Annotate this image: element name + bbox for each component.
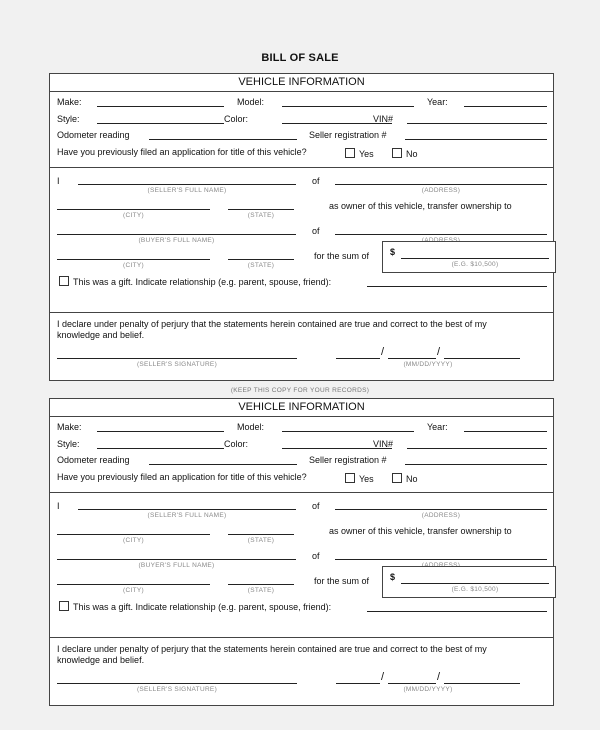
transfer-ownership-text: as owner of this vehicle, transfer ownership to <box>329 201 512 211</box>
seller-address-field[interactable] <box>335 509 547 510</box>
seller-registration-label: Seller registration # <box>309 130 387 140</box>
gift-checkbox[interactable] <box>59 276 69 286</box>
transfer-section <box>50 168 553 313</box>
of-label: of <box>312 176 320 186</box>
declaration-line-2: knowledge and belief. <box>57 655 145 665</box>
buyer-state-caption: (STATE) <box>247 587 275 594</box>
seller-signature-field[interactable] <box>57 683 297 684</box>
buyer-name-caption: (BUYER'S FULL NAME) <box>138 562 215 569</box>
buyer-of-label: of <box>312 551 320 561</box>
vehicle-info-section <box>50 417 553 493</box>
style-field[interactable] <box>97 123 224 124</box>
gift-relationship-field[interactable] <box>367 286 547 287</box>
year-field[interactable] <box>464 431 547 432</box>
declaration-section <box>50 313 553 380</box>
vin-field[interactable] <box>407 123 547 124</box>
date-year-field[interactable] <box>444 683 520 684</box>
vin-label: VIN# <box>373 439 394 449</box>
model-label: Model: <box>237 97 265 107</box>
i-label: I <box>57 501 60 511</box>
buyer-city-caption: (CITY) <box>123 262 144 269</box>
date-day-field[interactable] <box>388 358 436 359</box>
sum-label: for the sum of <box>314 576 370 586</box>
year-label: Year: <box>427 97 448 107</box>
seller-address-field[interactable] <box>335 184 547 185</box>
yes-label: Yes <box>359 149 374 159</box>
date-slash-1: / <box>381 346 385 358</box>
year-label: Year: <box>427 422 448 432</box>
buyer-state-caption: (STATE) <box>247 262 275 269</box>
transfer-ownership-text: as owner of this vehicle, transfer ownership to <box>329 526 512 536</box>
vehicle-info-heading: VEHICLE INFORMATION <box>50 399 553 417</box>
style-label: Style: <box>57 114 80 124</box>
buyer-city-caption: (CITY) <box>123 587 144 594</box>
buyer-name-field[interactable] <box>57 559 296 560</box>
no-checkbox[interactable] <box>392 473 402 483</box>
gift-checkbox[interactable] <box>59 601 69 611</box>
date-format-caption: (MM/DD/YYYY) <box>403 686 453 693</box>
transfer-section <box>50 493 553 638</box>
style-label: Style: <box>57 439 80 449</box>
date-month-field[interactable] <box>336 683 380 684</box>
seller-name-field[interactable] <box>78 184 296 185</box>
sum-box <box>382 241 556 273</box>
date-day-field[interactable] <box>388 683 436 684</box>
seller-name-field[interactable] <box>78 509 296 510</box>
cut-label-wrap <box>0 379 600 397</box>
buyer-state-field[interactable] <box>228 584 294 585</box>
dollar-sign: $ <box>390 572 396 582</box>
color-label: Color: <box>224 439 249 449</box>
gift-label: This was a gift. Indicate relationship (e.g. parent, spouse, friend): <box>73 602 332 612</box>
no-label: No <box>406 474 418 484</box>
seller-state-field[interactable] <box>228 209 294 210</box>
sum-field[interactable] <box>401 258 549 259</box>
date-month-field[interactable] <box>336 358 380 359</box>
seller-registration-field[interactable] <box>405 464 547 465</box>
buyer-city-field[interactable] <box>57 584 210 585</box>
date-slash-2: / <box>437 671 441 683</box>
sum-example-caption: (E.G. $10,500) <box>451 261 499 268</box>
sum-example-caption: (E.G. $10,500) <box>451 586 499 593</box>
make-field[interactable] <box>97 106 224 107</box>
declaration-line-1: I declare under penalty of perjury that the statements herein contained are true and correct to the best of my <box>57 319 487 329</box>
seller-address-caption: (ADDRESS) <box>421 187 461 194</box>
seller-city-field[interactable] <box>57 534 210 535</box>
yes-label: Yes <box>359 474 374 484</box>
vin-field[interactable] <box>407 448 547 449</box>
buyer-of-label: of <box>312 226 320 236</box>
model-field[interactable] <box>282 431 414 432</box>
buyer-name-caption: (BUYER'S FULL NAME) <box>138 237 215 244</box>
seller-signature-caption: (SELLER'S SIGNATURE) <box>136 361 218 368</box>
gift-label: This was a gift. Indicate relationship (e.g. parent, spouse, friend): <box>73 277 332 287</box>
seller-signature-caption: (SELLER'S SIGNATURE) <box>136 686 218 693</box>
seller-name-caption: (SELLER'S FULL NAME) <box>147 187 227 194</box>
date-format-caption: (MM/DD/YYYY) <box>403 361 453 368</box>
odometer-label: Odometer reading <box>57 455 130 465</box>
previously-filed-question: Have you previously filed an application for title of this vehicle? <box>57 147 307 157</box>
model-label: Model: <box>237 422 265 432</box>
buyer-state-field[interactable] <box>228 259 294 260</box>
seller-signature-field[interactable] <box>57 358 297 359</box>
yes-checkbox[interactable] <box>345 473 355 483</box>
seller-address-caption: (ADDRESS) <box>421 512 461 519</box>
date-slash-1: / <box>381 671 385 683</box>
seller-registration-field[interactable] <box>405 139 547 140</box>
date-slash-2: / <box>437 346 441 358</box>
no-checkbox[interactable] <box>392 148 402 158</box>
i-label: I <box>57 176 60 186</box>
buyer-name-field[interactable] <box>57 234 296 235</box>
sum-field[interactable] <box>401 583 549 584</box>
vehicle-info-heading: VEHICLE INFORMATION <box>50 74 553 92</box>
previously-filed-question: Have you previously filed an application for title of this vehicle? <box>57 472 307 482</box>
seller-state-field[interactable] <box>228 534 294 535</box>
bill-of-sale-form <box>49 398 554 706</box>
color-label: Color: <box>224 114 249 124</box>
date-year-field[interactable] <box>444 358 520 359</box>
buyer-city-field[interactable] <box>57 259 210 260</box>
make-label: Make: <box>57 97 82 107</box>
page-title: BILL OF SALE <box>261 52 339 64</box>
sum-box <box>382 566 556 598</box>
seller-city-field[interactable] <box>57 209 210 210</box>
seller-name-caption: (SELLER'S FULL NAME) <box>147 512 227 519</box>
seller-city-caption: (CITY) <box>123 212 144 219</box>
declaration-line-2: knowledge and belief. <box>57 330 145 340</box>
vehicle-info-section <box>50 92 553 168</box>
bill-of-sale-form <box>49 73 554 381</box>
odometer-field[interactable] <box>149 464 297 465</box>
declaration-line-1: I declare under penalty of perjury that the statements herein contained are true and correct to the best of my <box>57 644 487 654</box>
sum-label: for the sum of <box>314 251 370 261</box>
cut-label: (KEEP THIS COPY FOR YOUR RECORDS) <box>227 387 373 394</box>
buyer-address-field[interactable] <box>335 234 547 235</box>
year-field[interactable] <box>464 106 547 107</box>
no-label: No <box>406 149 418 159</box>
declaration-section <box>50 638 553 705</box>
make-label: Make: <box>57 422 82 432</box>
seller-state-caption: (STATE) <box>247 537 275 544</box>
gift-relationship-field[interactable] <box>367 611 547 612</box>
odometer-field[interactable] <box>149 139 297 140</box>
dollar-sign: $ <box>390 247 396 257</box>
seller-city-caption: (CITY) <box>123 537 144 544</box>
yes-checkbox[interactable] <box>345 148 355 158</box>
odometer-label: Odometer reading <box>57 130 130 140</box>
make-field[interactable] <box>97 431 224 432</box>
seller-registration-label: Seller registration # <box>309 455 387 465</box>
model-field[interactable] <box>282 106 414 107</box>
seller-state-caption: (STATE) <box>247 212 275 219</box>
style-field[interactable] <box>97 448 224 449</box>
buyer-address-field[interactable] <box>335 559 547 560</box>
of-label: of <box>312 501 320 511</box>
vin-label: VIN# <box>373 114 394 124</box>
